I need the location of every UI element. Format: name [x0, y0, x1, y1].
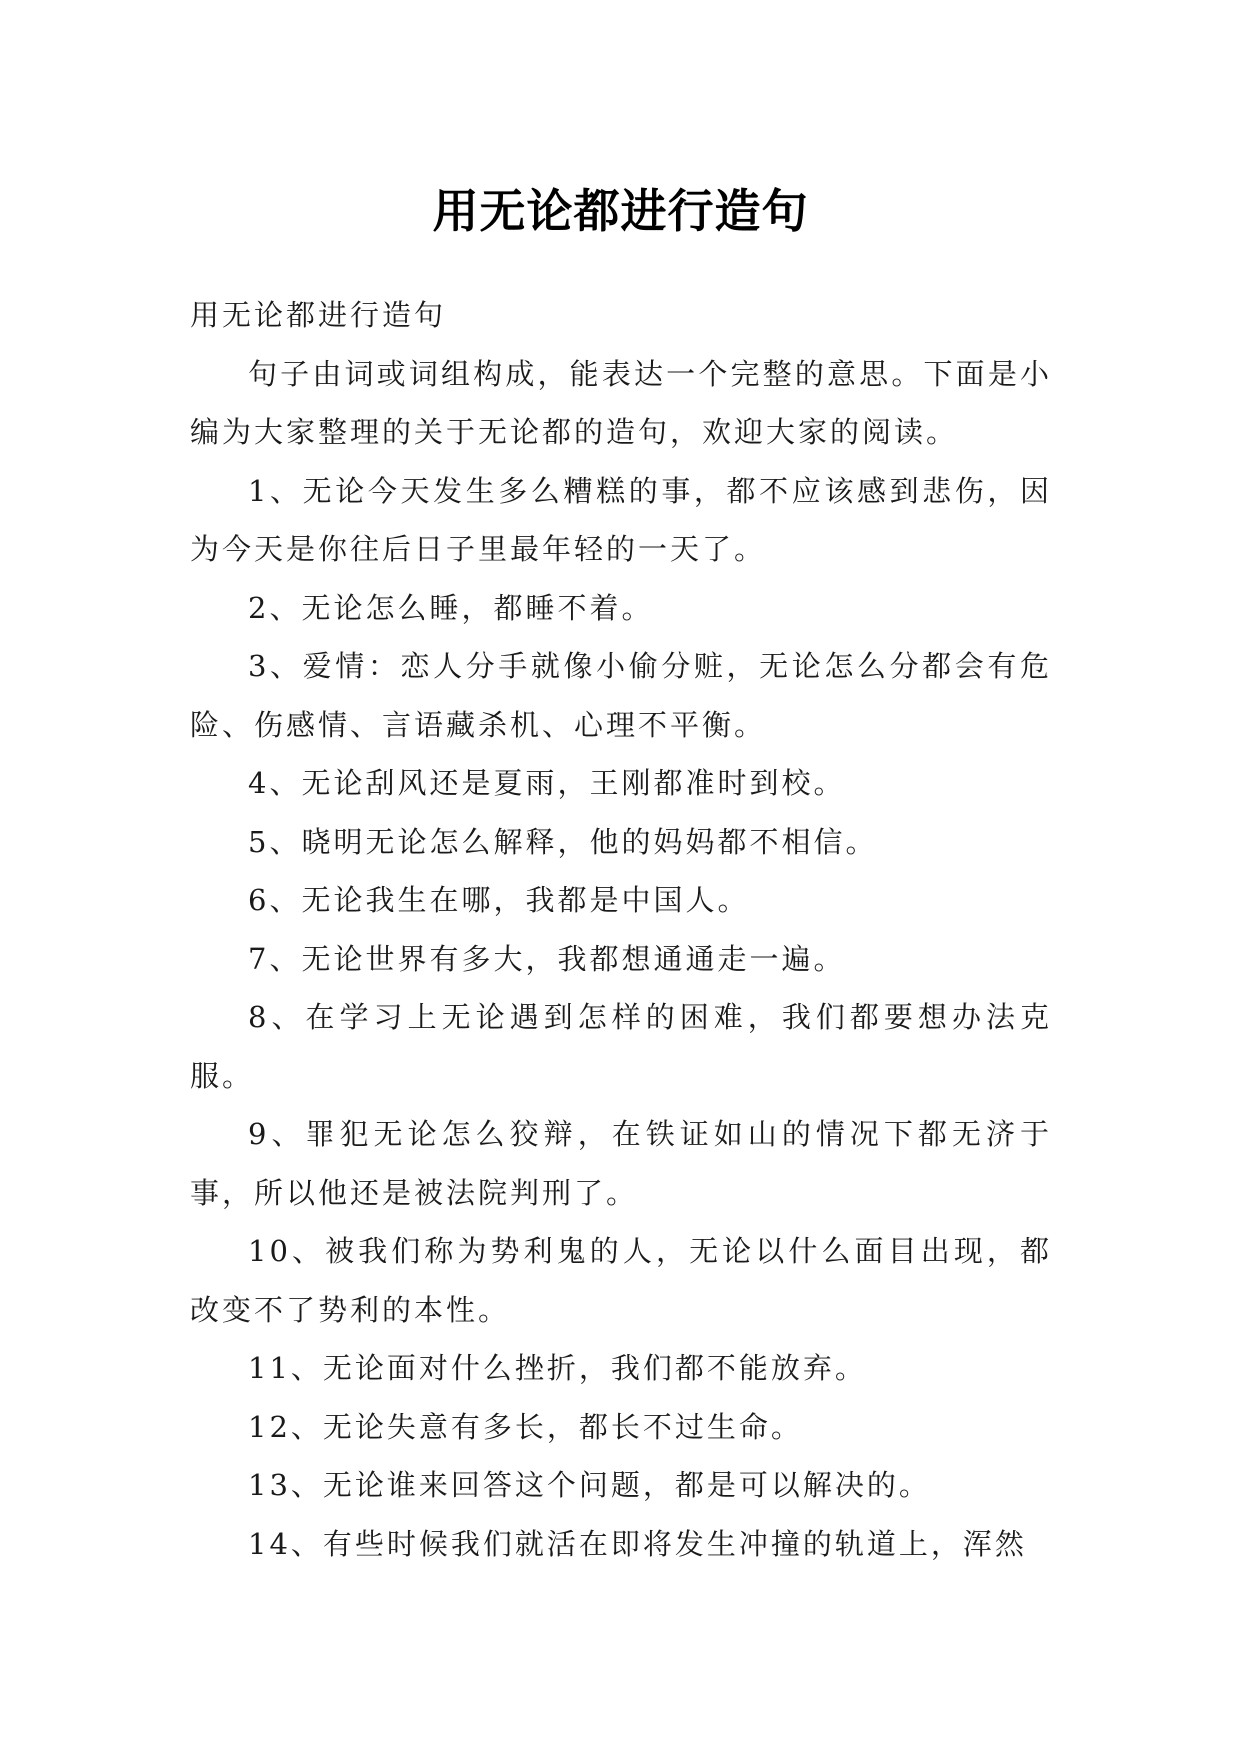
intro-paragraph: 句子由词或词组构成，能表达一个完整的意思。下面是小编为大家整理的关于无论都的造句，欢迎大家的阅读。 [190, 356, 1052, 449]
document-body [190, 286, 1052, 1573]
sentence-item: 6、无论我生在哪，我都是中国人。 [248, 883, 750, 917]
sentence-item: 4、无论刮风还是夏雨，王刚都准时到校。 [248, 766, 846, 800]
sentence-item: 1、无论今天发生多么糟糕的事，都不应该感到悲伤，因为今天是你往后日子里最年轻的一天了。 [190, 473, 1052, 566]
sentence-item: 13、无论谁来回答这个问题，都是可以解决的。 [248, 1468, 931, 1502]
document-title: 用无论都进行造句 [432, 183, 809, 238]
sentence-item: 3、爱情：恋人分手就像小偷分赃，无论怎么分都会有危险、伤感情、言语藏杀机、心理不平衡。 [190, 649, 1052, 742]
document-subtitle: 用无论都进行造句 [190, 298, 447, 332]
sentence-item: 11、无论面对什么挫折，我们都不能放弃。 [248, 1351, 867, 1385]
sentence-item: 9、罪犯无论怎么狡辩，在铁证如山的情况下都无济于事，所以他还是被法院判刑了。 [190, 1117, 1052, 1210]
sentence-item: 10、被我们称为势利鬼的人，无论以什么面目出现，都改变不了势利的本性。 [190, 1234, 1052, 1327]
sentence-item: 2、无论怎么睡，都睡不着。 [248, 590, 654, 625]
sentence-item: 7、无论世界有多大，我都想通通走一遍。 [248, 941, 846, 976]
sentence-item: 8、在学习上无论遇到怎样的困难，我们都要想办法克服。 [190, 1000, 1052, 1093]
sentence-item: 12、无论失意有多长，都长不过生命。 [248, 1409, 803, 1444]
sentence-item: 14、有些时候我们就活在即将发生冲撞的轨道上，浑然 [248, 1526, 1027, 1561]
sentence-item: 5、晓明无论怎么解释，他的妈妈都不相信。 [248, 824, 878, 859]
